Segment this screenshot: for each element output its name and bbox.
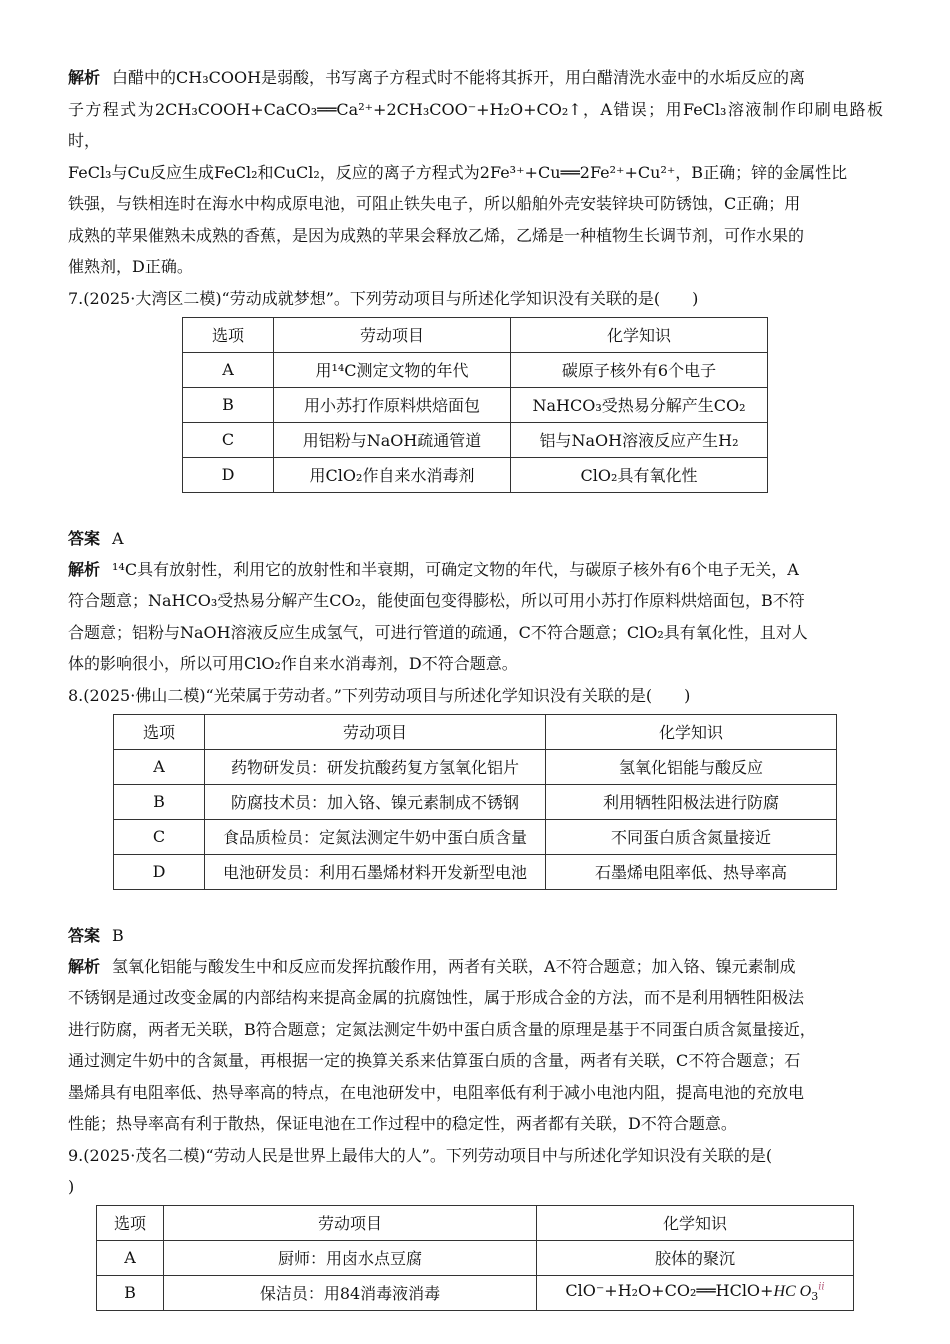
question-stem: 9.(2025·茂名二模)“劳动人民是世界上最伟大的人”。下列劳动项目中与所述化学知识没有关联的是( ) xyxy=(68,1145,773,1196)
question-stem: 8.(2025·佛山二模)“光荣属于劳动者。”下列劳动项目与所述化学知识没有关联的是( ) xyxy=(68,685,691,705)
question-9 xyxy=(68,1140,883,1311)
intro-analysis xyxy=(68,62,883,283)
table-header-row: 选项 劳动项目 化学知识 xyxy=(114,714,837,749)
formula-charge: 𝑖𝑖 xyxy=(818,1282,825,1294)
answer-value: B xyxy=(112,925,124,945)
table-row: B 用小苏打作原料烘焙面包 NaHCO₃受热易分解产生CO₂ xyxy=(183,387,768,422)
question-8 xyxy=(68,680,883,1140)
answer-line xyxy=(68,920,883,951)
answer-label: 答案 xyxy=(68,925,101,945)
answer-line xyxy=(68,523,883,554)
question-7 xyxy=(68,283,883,680)
question-table xyxy=(182,317,768,493)
analysis-label: 解析 xyxy=(68,68,101,87)
document-page xyxy=(68,62,883,1311)
analysis-paragraph: 解析 氢氧化铝能与酸发生中和反应而发挥抗酸作用，两者有关联，A不符合题意；加入铬、镍元素制成 不锈钢是通过改变金属的内部结构来提高金属的抗腐蚀性，属于形成合金的方法，而不是利用牺牲阳极法 进行防腐，两者无关联，B符合题意；定氮法测定牛奶中蛋白质含量的原理是基于不同蛋白质含氮量接近， 通过测定牛奶中的含氮量，再根据一定的换算关系来估算蛋白质的含量，两者有关联，C不符合题意；石 墨烯具有电阻率低、热导率高的特点，在电池研发中，电阻率低有利于减小电池内阻，提高电池的充放电 性能；热导率高有利于散热，保证电池在工作过程中的稳定性，两者都有关联，D不符合题意。 xyxy=(68,956,816,1133)
analysis-label: 解析 xyxy=(68,559,101,579)
table-header-row: 选项 劳动项目 化学知识 xyxy=(97,1205,854,1240)
analysis-paragraph: 解析 ¹⁴C具有放射性，利用它的放射性和半衰期，可确定文物的年代，与碳原子核外有6个电子无关，A 符合题意；NaHCO₃受热易分解产生CO₂，能使面包变得膨松，所以可用小苏打作原料烘焙面包，B不符 合题意；铝粉与NaOH溶液反应生成氢气，可进行管道的疏通，C不符合题意；ClO₂具有氧化性，且对人 体的影响很小，所以可用ClO₂作自来水消毒剂，D不符合题意。 xyxy=(68,559,808,673)
formula-ion: HC O xyxy=(773,1283,812,1301)
formula-cell: ClO⁻+H₂O+CO₂══HClO+HC $O_3^{𝑖𝑖}$ xyxy=(537,1275,854,1310)
analysis-label: 解析 xyxy=(68,956,101,976)
question-stem: 7.(2025·大湾区二模)“劳动成就梦想”。下列劳动项目与所述化学知识没有关联的是( ) xyxy=(68,288,699,308)
table-row: A 药物研发员：研发抗酸药复方氢氧化铝片 氢氧化铝能与酸反应 xyxy=(114,749,837,784)
table-row: D 电池研发员：利用石墨烯材料开发新型电池 石墨烯电阻率低、热导率高 xyxy=(114,854,837,889)
question-table xyxy=(113,714,837,890)
table-row: C 用铝粉与NaOH疏通管道 铝与NaOH溶液反应产生H₂ xyxy=(183,422,768,457)
question-table xyxy=(96,1205,854,1311)
table-row: B 防腐技术员：加入铬、镍元素制成不锈钢 利用牺牲阳极法进行防腐 xyxy=(114,784,837,819)
table-row: D 用ClO₂作自来水消毒剂 ClO₂具有氧化性 xyxy=(183,457,768,492)
table-row: A 厨师：用卤水点豆腐 胶体的聚沉 xyxy=(97,1240,854,1275)
table-row: C 食品质检员：定氮法测定牛奶中蛋白质含量 不同蛋白质含氮量接近 xyxy=(114,819,837,854)
answer-value: A xyxy=(112,528,124,548)
table-header-row: 选项 劳动项目 化学知识 xyxy=(183,317,768,352)
table-row: A 用¹⁴C测定文物的年代 碳原子核外有6个电子 xyxy=(183,352,768,387)
analysis-paragraph: 解析 白醋中的CH₃COOH是弱酸，书写离子方程式时不能将其拆开，用白醋清洗水壶中的水垢反应的离 子方程式为2CH₃COOH+CaCO₃══Ca²⁺+2CH₃COO⁻+H₂O+CO₂↑，A错误；用FeCl₃溶液制作印刷电路板时， FeCl₃与Cu反应生成FeCl₂和CuCl₂，反应的离子方程式为2Fe³⁺+Cu══2Fe²⁺+Cu²⁺，B正确；锌的金属性比 铁强，与铁相连时在海水中构成原电池，可阻止铁失电子，所以船舶外壳安装锌块可防锈蚀，C正确；用 成熟的苹果催熟未成熟的香蕉，是因为成熟的苹果会释放乙烯，乙烯是一种植物生长调节剂，可作水果的 催熟剂，D正确。 xyxy=(68,68,883,276)
answer-label: 答案 xyxy=(68,528,101,548)
table-row: B 保洁员：用84消毒液消毒 ClO⁻+H₂O+CO₂══HClO+HC $O_3^{𝑖𝑖}$ xyxy=(97,1275,854,1310)
